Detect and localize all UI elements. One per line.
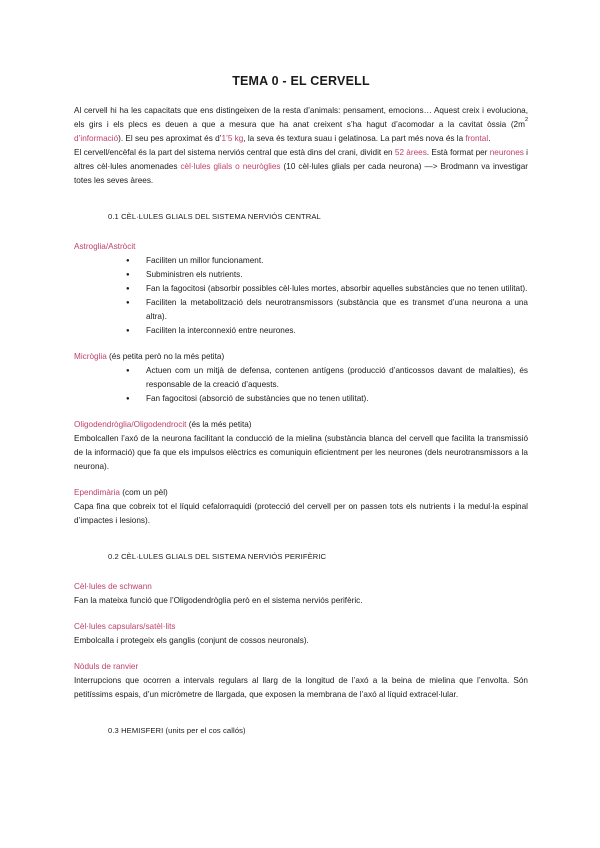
subheading-schwann: Cèl·lules de schwann: [74, 582, 152, 591]
subheading-ependimaria: [74, 486, 528, 500]
subheading-title: Micròglia: [74, 352, 107, 361]
text-run: , la seva és textura suau i gelatinosa. La part més nova és la: [243, 134, 466, 143]
oligodendroglia-text: Embolcallen l’axó de la neurona facilitant la conducció de la mielina (substància blanca del cervell que facilita la transmissió de la informació) que fa que els impulsos elèctrics es comuniquin eficientment per les neurones (dels neurotransmissors a la neurona).: [74, 434, 528, 471]
subheading-ranvier: Nòduls de ranvier: [74, 662, 139, 671]
subheading-astroglia: Astroglia/Astròcit: [74, 242, 136, 251]
subheading-note: (és petita però no la més petita): [106, 352, 225, 361]
superscript: 2: [524, 117, 528, 123]
astroglia-list: [74, 254, 528, 338]
section-heading-1: 0.1 CÈL·LULES GLIALS DEL SISTEMA NERVIÓS CENTRAL: [108, 212, 321, 221]
subheading-note: (com un pèl): [119, 488, 168, 497]
ependimaria-text: Capa fina que cobreix tot el líquid cefalorraquidi (protecció del cervell per on passen tots els nutrients i la medul·la espinal d’impactes i lesions).: [74, 502, 528, 525]
text-run: . Està format per: [426, 148, 490, 157]
list-item: ● Fan la fagocitosi (absorbir possibles cèl·lules mortes, absorbir aquelles substàncies que no tenen utilitat).: [128, 282, 528, 296]
text-run: ). El seu pes aproximat és d’: [118, 134, 222, 143]
section-heading-2: 0.2 CÈL·LULES GLIALS DEL SISTEMA NERVIÓS PERIFÈRIC: [108, 552, 327, 561]
highlight-term: neurones: [489, 148, 524, 157]
highlight-term: 1’5 kg: [221, 134, 244, 143]
intro-paragraph-1: [74, 104, 528, 146]
subheading-oligodendroglia: [74, 418, 528, 432]
section-heading-3: 0.3 HEMISFERI (units per el cos callós): [108, 726, 246, 735]
subheading-title: Oligodendròglia/Oligodendrocit: [74, 420, 187, 429]
list-item: ● Fan fagocitosi (absorció de substàncies que no tenen utilitat).: [128, 392, 528, 406]
subheading-capsulars: Cèl·lules capsulars/satèl·lits: [74, 622, 176, 631]
subheading-microglia: [74, 350, 528, 364]
text-run: El cervell/encèfal és la part del sistema nerviós central que està dins del crani, dividit en: [74, 148, 395, 157]
highlight-term: cèl·lules glials o neuròglies: [180, 162, 281, 171]
highlight-term: 52 àrees: [394, 148, 427, 157]
text-run: .: [488, 134, 491, 143]
list-item: ● Faciliten un millor funcionament.: [128, 254, 528, 268]
ranvier-text: Interrupcions que ocorren a intervals regulars al llarg de la longitud de l’axó a la beina de mielina que l’envolta. Són petitíssims espais, d’un micròmetre de llargada, que exposen la membrana de l’axó al líquid extracel·lular.: [74, 676, 528, 699]
capsulars-text: Embolcalla i protegeix els ganglis (conjunt de cossos neuronals).: [74, 636, 309, 645]
list-item: ● Faciliten la metabolització dels neurotransmissors (substància que es transmet d’una neurona a una altra).: [128, 296, 528, 324]
microglia-list: [74, 364, 528, 406]
highlight-term: d’informació: [74, 134, 119, 143]
intro-paragraph-2: [74, 146, 528, 188]
list-item: ● Subministren els nutrients.: [128, 268, 528, 282]
schwann-text: Fan la mateixa funció que l’Oligodendròglia però en el sistema nerviós perifèric.: [74, 596, 363, 605]
highlight-term: frontal: [465, 134, 489, 143]
text-run: i altres cèl·lules anomenades: [74, 148, 528, 171]
list-item: ● Actuen com un mitjà de defensa, contenen antígens (producció d’anticossos davant de malalties), és responsable de la creació d’aquests.: [128, 364, 528, 392]
text-run: Al cervell hi ha les capacitats que ens distingeixen de la resta d’animals: pensament, emocions… Aquest creix i evoluciona, els girs i els plecs es deuen a que a mesura que ha anat creixent s’ha hagut d’acomodar a la cavitat òssia (2m: [74, 106, 528, 129]
subheading-title: Ependimària: [74, 488, 120, 497]
subheading-note: (és la més petita): [186, 420, 252, 429]
list-item: ● Faciliten la interconnexió entre neurones.: [128, 324, 528, 338]
text-run: (10 cèl·lules glials per cada neurona) —> Brodmann va investigar totes les seves àrees.: [74, 162, 528, 185]
document-title: TEMA 0 - EL CERVELL: [232, 74, 370, 88]
